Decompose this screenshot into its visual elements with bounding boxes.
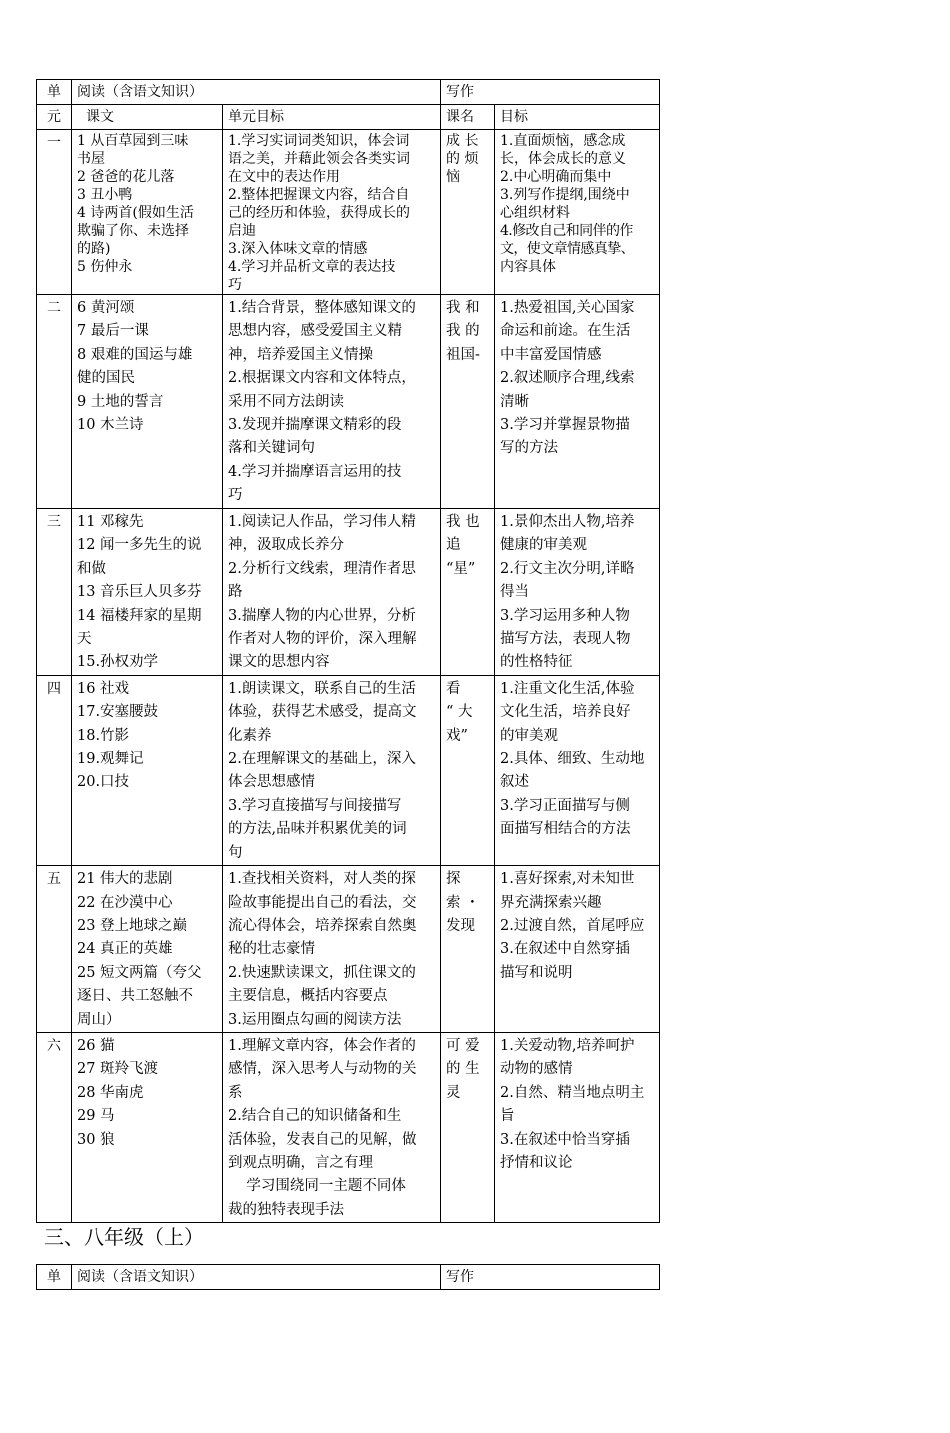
writing-goal-line: 1.喜好探索,对未知世 bbox=[500, 871, 635, 888]
goal-line: 句 bbox=[228, 844, 243, 861]
lesson-line: 书屋 bbox=[77, 151, 105, 167]
goal-line: 体验，获得艺术感受，提高文 bbox=[228, 704, 417, 721]
writing-title-line: 可 爱 bbox=[446, 1037, 480, 1054]
writing-goal-line: 的性格特征 bbox=[500, 654, 573, 671]
unit-goals bbox=[223, 1032, 441, 1222]
lesson-line: 1 从百草园到三味 bbox=[77, 133, 189, 149]
lesson-line: 3 丑小鸭 bbox=[77, 187, 133, 203]
goal-line: 落和关键词句 bbox=[228, 440, 315, 457]
writing-title bbox=[441, 1032, 495, 1222]
reading-header-cell: 阅读（含语文知识） bbox=[72, 1265, 441, 1290]
writing-title-line: 探 bbox=[446, 871, 461, 888]
lesson-line: 10 木兰诗 bbox=[77, 417, 144, 434]
lessons-header-cell: 课文 bbox=[72, 105, 223, 130]
unit-number: 五 bbox=[37, 866, 72, 1033]
lesson-line: 20.口技 bbox=[77, 774, 130, 791]
writing-goal-line: 2.行文主次分明,详略 bbox=[500, 560, 635, 577]
goal-line: 的方法,品味并积累优美的词 bbox=[228, 821, 407, 838]
goal-line: 1.理解文章内容，体会作者的 bbox=[228, 1037, 416, 1054]
unit-number: 四 bbox=[37, 675, 72, 865]
writing-title bbox=[441, 509, 495, 676]
goal-line: 在文中的表达作用 bbox=[228, 169, 340, 185]
goal-line: 4.学习并品析文章的表达技 bbox=[228, 259, 396, 275]
goal-line: 秘的壮志豪情 bbox=[228, 941, 315, 958]
writing-goal-line: 文化生活，培养良好 bbox=[500, 704, 631, 721]
lesson-line: 11 邓稼先 bbox=[77, 514, 144, 530]
writing-goal-line: 3.学习运用多种人物 bbox=[500, 607, 630, 624]
goal-line: 1.学习实词词类知识，体会词 bbox=[228, 133, 410, 149]
writing-goals bbox=[495, 509, 660, 676]
writing-title-line: 的 烦 bbox=[446, 151, 479, 167]
unit-goals bbox=[223, 509, 441, 676]
lesson-line: 2 爸爸的花儿落 bbox=[77, 169, 175, 185]
goal-line: 巧 bbox=[228, 487, 243, 504]
writing-goal-line: 得当 bbox=[500, 584, 529, 601]
lesson-line: 17.安塞腰鼓 bbox=[77, 704, 159, 721]
unit-row-4 bbox=[37, 675, 660, 865]
goal-line: 路 bbox=[228, 584, 243, 601]
goal-line: 3.发现并揣摩课文精彩的段 bbox=[228, 417, 402, 434]
lesson-line: 24 真正的英雄 bbox=[77, 941, 173, 958]
unit-row-1 bbox=[37, 130, 660, 295]
lesson-line: 13 音乐巨人贝多芬 bbox=[77, 584, 202, 601]
goal-line: 1.阅读记人作品，学习伟人精 bbox=[228, 514, 416, 530]
writing-goal-line: 3.在叙述中恰当穿插 bbox=[500, 1131, 630, 1148]
writing-goal-line: 抒情和议论 bbox=[500, 1154, 573, 1171]
unit-header-cell: 单 bbox=[37, 80, 72, 105]
writing-goal-line: 1.热爱祖国,关心国家 bbox=[500, 300, 635, 316]
goal-line: 2.整体把握课文内容，结合自 bbox=[228, 187, 410, 203]
writing-goal-line: 长，体会成长的意义 bbox=[500, 151, 626, 167]
unit-row-3 bbox=[37, 509, 660, 676]
unit-lessons bbox=[72, 509, 223, 676]
writing-title-line: 的 生 bbox=[446, 1061, 480, 1078]
unit-number: 二 bbox=[37, 295, 72, 509]
lesson-line: 天 bbox=[77, 631, 92, 648]
writing-title-line: 恼 bbox=[446, 169, 460, 185]
writing-title-line: 我 和 bbox=[446, 300, 480, 316]
lesson-line: 8 艰难的国运与雄 bbox=[77, 346, 193, 363]
goal-line: 2.在理解课文的基础上，深入 bbox=[228, 751, 416, 768]
goal-line: 活体验，发表自己的见解，做 bbox=[228, 1131, 417, 1148]
unit-number: 三 bbox=[37, 509, 72, 676]
goal-line: 1.朗读课文，联系自己的生活 bbox=[228, 680, 416, 697]
goal-line: 3.揣摩人物的内心世界，分析 bbox=[228, 607, 416, 624]
writing-goal-line: 2.叙述顺序合理,线索 bbox=[500, 370, 635, 387]
lesson-line: 16 社戏 bbox=[77, 680, 130, 697]
lesson-line: 和做 bbox=[77, 560, 106, 577]
writing-title-line: 我 也 bbox=[446, 514, 480, 530]
writing-goals bbox=[495, 130, 660, 295]
goal-line: 2.根据课文内容和文体特点， bbox=[228, 370, 416, 387]
writing-goal-line: 动物的感情 bbox=[500, 1061, 573, 1078]
unit-lessons bbox=[72, 130, 223, 295]
unit-lessons bbox=[72, 675, 223, 865]
writing-goal-line: 1.直面烦恼，感念成 bbox=[500, 133, 626, 149]
goal-line: 2.分析行文线索，理清作者思 bbox=[228, 560, 416, 577]
writing-goal-line: 2.中心明确而集中 bbox=[500, 169, 612, 185]
reading-header-cell: 阅读（含语文知识） bbox=[72, 80, 441, 105]
lesson-line: 6 黄河颂 bbox=[77, 300, 135, 316]
writing-title-line: 祖国- bbox=[446, 346, 480, 363]
writing-goal-line: 1.景仰杰出人物,培养 bbox=[500, 514, 635, 530]
lesson-line: 逐日、共工怒触不 bbox=[77, 988, 193, 1005]
goal-line: 神，培养爱国主义情操 bbox=[228, 346, 373, 363]
curriculum-table-2 bbox=[36, 1264, 660, 1290]
writing-title-line: 看 bbox=[446, 680, 461, 697]
goal-line: 3.学习直接描写与间接描写 bbox=[228, 797, 402, 814]
writing-goal-line: 界充满探索兴趣 bbox=[500, 894, 602, 911]
writing-goals bbox=[495, 675, 660, 865]
goal-line: 2.快速默读课文，抓住课文的 bbox=[228, 964, 416, 981]
writing-goal-line: 健康的审美观 bbox=[500, 537, 587, 554]
goal-line: 1.结合背景，整体感知课文的 bbox=[228, 300, 416, 316]
writing-title-line: 追 bbox=[446, 537, 461, 554]
goal-line: 化素养 bbox=[228, 727, 272, 744]
unit-number: 一 bbox=[37, 130, 72, 295]
goal-line: 体会思想感情 bbox=[228, 774, 315, 791]
lesson-line: 欺骗了你、未选择 bbox=[77, 223, 189, 239]
lesson-line: 21 伟大的悲剧 bbox=[77, 871, 173, 888]
writing-title-line: 我 的 bbox=[446, 323, 480, 340]
writing-goal-line: 描写方法，表现人物 bbox=[500, 631, 631, 648]
writing-goal-line: 文，使文章情感真挚、 bbox=[500, 241, 634, 257]
lesson-line: 4 诗两首(假如生活 bbox=[77, 205, 194, 221]
lesson-line: 27 斑羚飞渡 bbox=[77, 1061, 159, 1078]
writing-goal-line: 心组织材料 bbox=[500, 205, 570, 221]
writing-goal-line: 3.学习正面描写与侧 bbox=[500, 797, 630, 814]
lesson-line: 23 登上地球之巅 bbox=[77, 917, 188, 934]
unit-goals-header-cell: 单元目标 bbox=[223, 105, 441, 130]
writing-goal-line: 2.自然、精当地点明主 bbox=[500, 1084, 645, 1101]
writing-goal-line: 写的方法 bbox=[500, 440, 558, 457]
lesson-line: 7 最后一课 bbox=[77, 323, 149, 340]
goal-line: 学习围绕同一主题不同体 bbox=[228, 1178, 406, 1195]
writing-goal-line: 4.修改自己和同伴的作 bbox=[500, 223, 633, 239]
goal-line: 思想内容，感受爱国主义精 bbox=[228, 323, 402, 340]
goal-line: 裁的独特表现手法 bbox=[228, 1201, 344, 1218]
lesson-line: 30 狼 bbox=[77, 1131, 115, 1148]
lesson-line: 28 华南虎 bbox=[77, 1084, 144, 1101]
writing-goal-line: 中丰富爱国情感 bbox=[500, 346, 602, 363]
lesson-line: 22 在沙漠中心 bbox=[77, 894, 173, 911]
writing-title-line: 发现 bbox=[446, 917, 475, 934]
goal-line: 2.结合自己的知识储备和生 bbox=[228, 1108, 402, 1125]
section-title: 三、八年级（上） bbox=[44, 1225, 204, 1249]
lesson-line: 周山） bbox=[77, 1011, 121, 1028]
table2-header-row bbox=[37, 1265, 660, 1290]
writing-header-cell: 写作 bbox=[441, 80, 660, 105]
unit-goals bbox=[223, 866, 441, 1033]
writing-title-line: 戏” bbox=[446, 727, 468, 744]
lesson-line: 19.观舞记 bbox=[77, 751, 144, 768]
writing-goal-line: 清晰 bbox=[500, 393, 529, 410]
lesson-line: 26 猫 bbox=[77, 1037, 115, 1054]
lesson-line: 18.竹影 bbox=[77, 727, 130, 744]
goal-line: 险故事能提出自己的看法，交 bbox=[228, 894, 417, 911]
unit-number: 六 bbox=[37, 1032, 72, 1222]
goal-line: 1.查找相关资料，对人类的探 bbox=[228, 871, 416, 888]
lesson-line: 14 福楼拜家的星期 bbox=[77, 607, 202, 624]
writing-goal-line: 3.列写作提纲,围绕中 bbox=[500, 187, 630, 203]
unit-goals bbox=[223, 675, 441, 865]
lesson-line: 5 伤仲永 bbox=[77, 259, 133, 275]
goal-line: 语之美，并藉此领会各类实词 bbox=[228, 151, 410, 167]
writing-goal-line: 3.在叙述中自然穿插 bbox=[500, 941, 630, 958]
writing-title-line: “ 大 bbox=[446, 704, 473, 721]
goal-line: 感情，深入思考人与动物的关 bbox=[228, 1061, 417, 1078]
writing-goal-line: 3.学习并掌握景物描 bbox=[500, 417, 630, 434]
unit-header-cell-2: 元 bbox=[37, 105, 72, 130]
writing-goal-line: 1.注重文化生活,体验 bbox=[500, 680, 635, 697]
goal-line: 到观点明确，言之有理 bbox=[228, 1154, 373, 1171]
writing-goal-line: 2.具体、细致、生动地 bbox=[500, 751, 645, 768]
goal-line: 己的经历和体验，获得成长的 bbox=[228, 205, 410, 221]
goal-line: 3.深入体味文章的情感 bbox=[228, 241, 368, 257]
writing-title bbox=[441, 130, 495, 295]
unit-row-6 bbox=[37, 1032, 660, 1222]
writing-goal-line: 内容具体 bbox=[500, 259, 556, 275]
unit-lessons bbox=[72, 866, 223, 1033]
unit-goals bbox=[223, 130, 441, 295]
goal-line: 流心得体会，培养探索自然奥 bbox=[228, 917, 417, 934]
writing-header-cell: 写作 bbox=[441, 1265, 660, 1290]
goals-header-cell: 目标 bbox=[495, 105, 660, 130]
goal-line: 系 bbox=[228, 1084, 243, 1101]
writing-goal-line: 旨 bbox=[500, 1108, 515, 1125]
writing-title-line: “星” bbox=[446, 560, 476, 577]
writing-goal-line: 面描写相结合的方法 bbox=[500, 821, 631, 838]
goal-line: 采用不同方法朗读 bbox=[228, 393, 344, 410]
lesson-line: 15.孙权劝学 bbox=[77, 654, 159, 671]
goal-line: 神，汲取成长养分 bbox=[228, 537, 344, 554]
writing-goals bbox=[495, 295, 660, 509]
unit-lessons bbox=[72, 295, 223, 509]
writing-title bbox=[441, 675, 495, 865]
lesson-line: 的路) bbox=[77, 241, 111, 257]
goal-line: 4.学习并揣摩语言运用的技 bbox=[228, 463, 402, 480]
writing-title-line: 成 长 bbox=[446, 133, 479, 149]
goal-line: 巧 bbox=[228, 277, 242, 293]
writing-goals bbox=[495, 1032, 660, 1222]
writing-goal-line: 描写和说明 bbox=[500, 964, 573, 981]
writing-goal-line: 命运和前途。在生活 bbox=[500, 323, 631, 340]
writing-goal-line: 叙述 bbox=[500, 774, 529, 791]
curriculum-table bbox=[36, 79, 660, 1223]
lesson-line: 29 马 bbox=[77, 1108, 115, 1125]
writing-title-line: 索 ・ bbox=[446, 894, 480, 911]
writing-title bbox=[441, 866, 495, 1033]
lesson-line: 12 闻一多先生的说 bbox=[77, 537, 202, 554]
writing-title bbox=[441, 295, 495, 509]
goal-line: 主要信息，概括内容要点 bbox=[228, 988, 388, 1005]
unit-goals bbox=[223, 295, 441, 509]
goal-line: 课文的思想内容 bbox=[228, 654, 330, 671]
goal-line: 启迪 bbox=[228, 223, 256, 239]
course-name-header-cell: 课名 bbox=[441, 105, 495, 130]
table-header-row-1 bbox=[37, 80, 660, 105]
writing-goal-line: 1.关爱动物,培养呵护 bbox=[500, 1037, 635, 1054]
table-header-row-2 bbox=[37, 105, 660, 130]
lesson-line: 9 土地的誓言 bbox=[77, 393, 164, 410]
goal-line: 3.运用圈点勾画的阅读方法 bbox=[228, 1011, 402, 1028]
lesson-line: 健的国民 bbox=[77, 370, 135, 387]
unit-row-2 bbox=[37, 295, 660, 509]
unit-header-cell: 单 bbox=[37, 1265, 72, 1290]
unit-lessons bbox=[72, 1032, 223, 1222]
writing-goal-line: 的审美观 bbox=[500, 727, 558, 744]
writing-goal-line: 2.过渡自然，首尾呼应 bbox=[500, 917, 645, 934]
unit-row-5 bbox=[37, 866, 660, 1033]
writing-goals bbox=[495, 866, 660, 1033]
lesson-line: 25 短文两篇（夸父 bbox=[77, 964, 202, 981]
goal-line: 作者对人物的评价，深入理解 bbox=[228, 631, 417, 648]
writing-title-line: 灵 bbox=[446, 1084, 461, 1101]
